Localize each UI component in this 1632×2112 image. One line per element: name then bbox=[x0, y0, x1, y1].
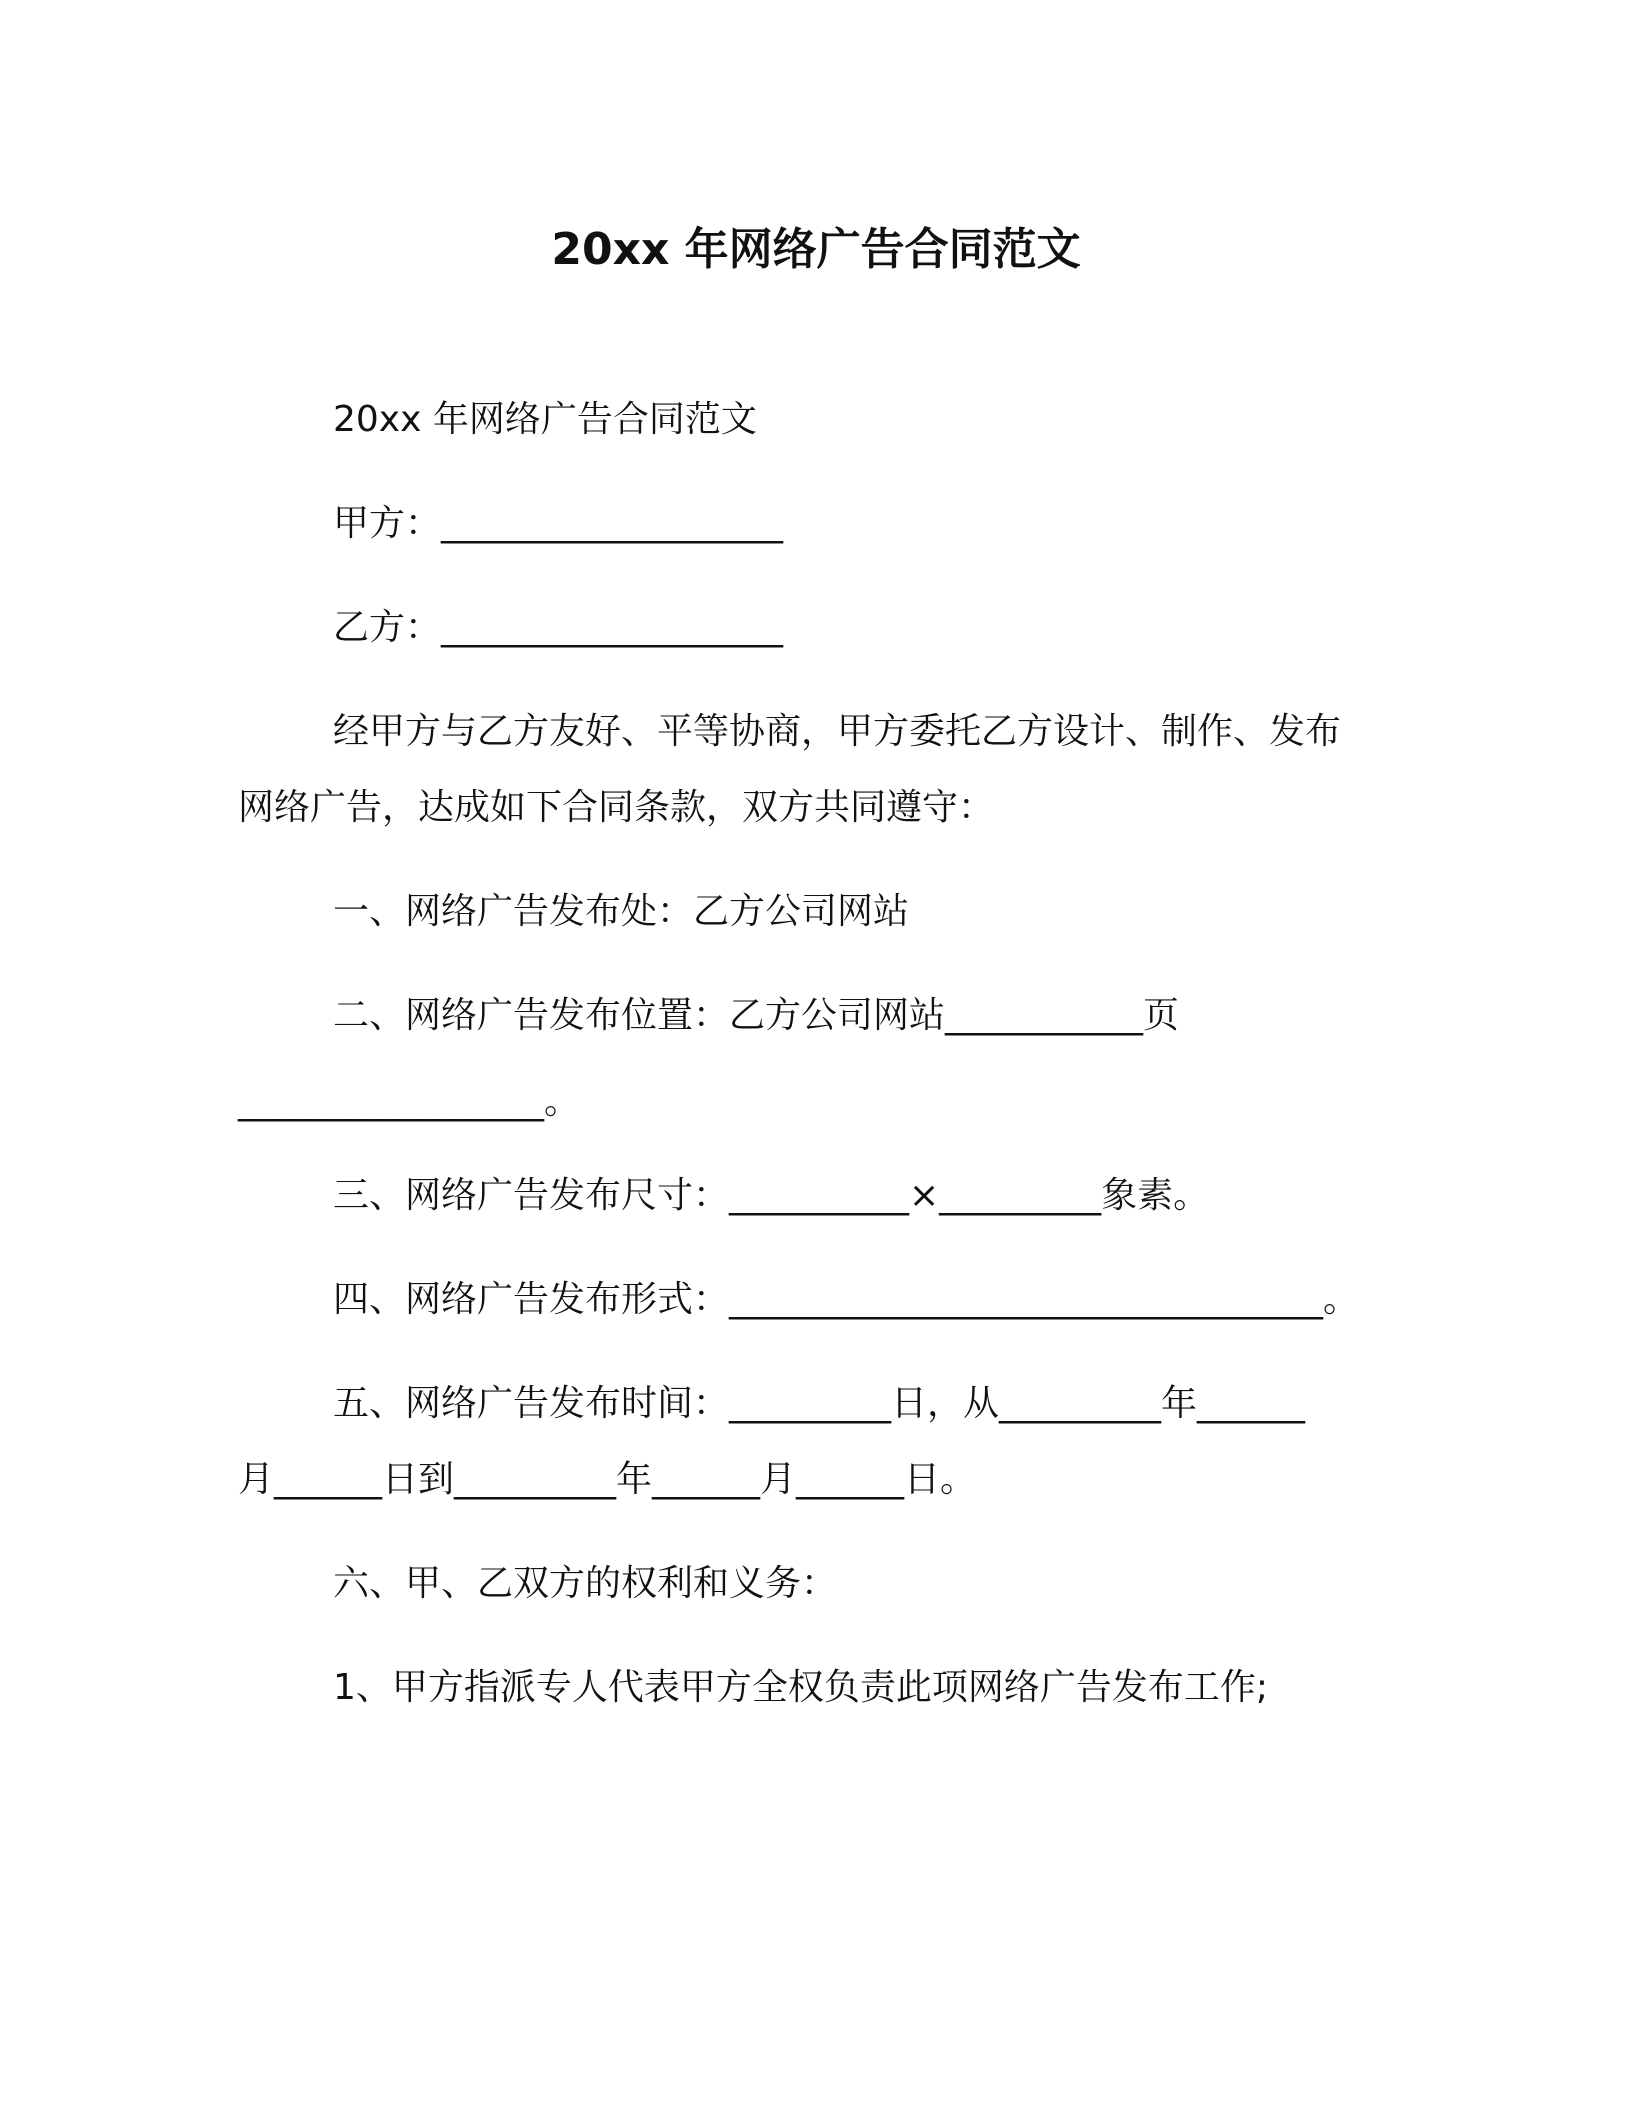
document-title: 20xx 年网络广告合同范文 bbox=[551, 224, 1081, 275]
party-b-line: 乙方：___________________ bbox=[333, 607, 784, 648]
clause-6-line: 六、甲、乙双方的权利和义务： bbox=[333, 1563, 838, 1604]
party-a-line: 甲方：___________________ bbox=[333, 503, 784, 544]
clause-2-line-2: _________________。 bbox=[238, 1081, 580, 1122]
clause-4-line: 四、网络广告发布形式：_________________________________。 bbox=[333, 1279, 1360, 1320]
intro-paragraph-line-2: 网络广告，达成如下合同条款，双方共同遵守： bbox=[238, 787, 995, 828]
clause-5-line-1: 五、网络广告发布时间：_________日，从_________年______ bbox=[333, 1383, 1306, 1424]
subtitle-line: 20xx 年网络广告合同范文 bbox=[333, 399, 757, 440]
clause-1-line: 一、网络广告发布处：乙方公司网站 bbox=[333, 891, 910, 932]
clause-3-line: 三、网络广告发布尺寸：__________×_________象素。 bbox=[333, 1175, 1210, 1216]
clause-5-line-2: 月______日到_________年______月______日。 bbox=[238, 1459, 976, 1500]
clause-6-item-1-line: 1、甲方指派专人代表甲方全权负责此项网络广告发布工作; bbox=[333, 1667, 1269, 1708]
intro-paragraph-line-1: 经甲方与乙方友好、平等协商，甲方委托乙方设计、制作、发布 bbox=[333, 711, 1342, 752]
clause-2-line-1: 二、网络广告发布位置：乙方公司网站___________页 bbox=[333, 995, 1180, 1036]
